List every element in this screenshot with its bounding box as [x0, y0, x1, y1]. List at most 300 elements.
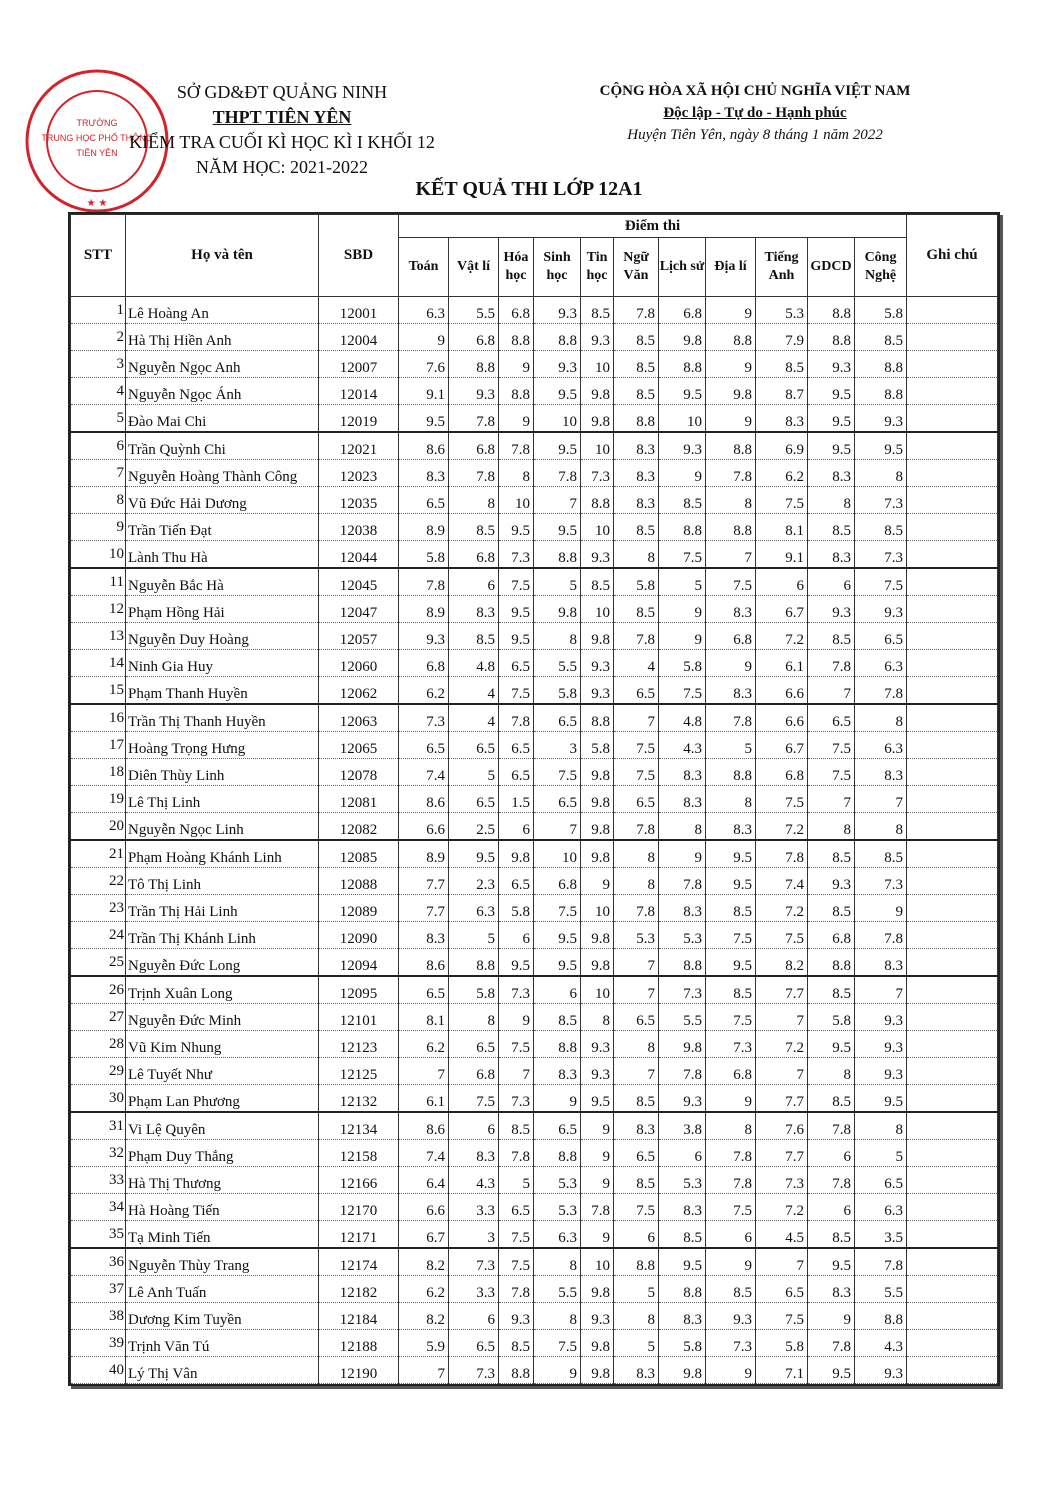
cell-note [907, 1221, 998, 1249]
cell-sbd: 12095 [319, 976, 399, 1004]
cell-note [907, 813, 998, 841]
cell-score: 6 [499, 813, 534, 841]
cell-score: 9.3 [855, 405, 907, 433]
cell-score: 7 [534, 813, 581, 841]
cell-score: 9.8 [659, 1357, 706, 1384]
cell-stt: 23 [71, 895, 126, 922]
cell-note [907, 922, 998, 949]
cell-name: Hà Thị Hiền Anh [126, 324, 319, 351]
cell-score: 9.3 [808, 351, 855, 378]
cell-score: 8.5 [614, 351, 659, 378]
cell-sbd: 12170 [319, 1194, 399, 1221]
cell-score: 2.5 [449, 813, 499, 841]
cell-sbd: 12101 [319, 1004, 399, 1031]
cell-score: 7.8 [706, 460, 756, 487]
cell-name: Phạm Hoàng Khánh Linh [126, 840, 319, 868]
cell-sbd: 12044 [319, 541, 399, 569]
cell-score: 6.5 [499, 1194, 534, 1221]
cell-score: 7.8 [808, 650, 855, 677]
cell-score: 8.8 [808, 297, 855, 324]
cell-score: 6 [534, 976, 581, 1004]
cell-score: 9.5 [499, 623, 534, 650]
cell-note [907, 732, 998, 759]
cell-sbd: 12014 [319, 378, 399, 405]
table-row [71, 949, 998, 977]
cell-score: 6 [659, 1140, 706, 1167]
cell-score: 8.5 [808, 623, 855, 650]
cell-score: 8.3 [449, 596, 499, 623]
cell-sbd: 12045 [319, 568, 399, 596]
cell-name: Trần Thị Hải Linh [126, 895, 319, 922]
cell-score: 8.8 [706, 759, 756, 786]
cell-score: 7.7 [756, 1085, 808, 1113]
cell-score: 8.5 [659, 487, 706, 514]
cell-score: 6 [449, 1112, 499, 1140]
cell-score: 4 [614, 650, 659, 677]
cell-score: 7.8 [855, 1248, 907, 1276]
cell-score: 8.3 [756, 405, 808, 433]
cell-score: 7.1 [756, 1357, 808, 1384]
table-row [71, 1194, 998, 1221]
cell-score: 10 [581, 895, 614, 922]
cell-score: 4.8 [449, 650, 499, 677]
table-row [71, 596, 998, 623]
cell-stt: 11 [71, 568, 126, 596]
cell-score: 8.3 [659, 895, 706, 922]
cell-score: 9.5 [534, 378, 581, 405]
cell-score: 8.8 [534, 1031, 581, 1058]
cell-score: 9 [499, 405, 534, 433]
cell-score: 2.3 [449, 868, 499, 895]
cell-score: 6.5 [399, 487, 449, 514]
cell-score: 5.8 [581, 732, 614, 759]
cell-score: 8 [855, 704, 907, 732]
cell-score: 9.8 [581, 1357, 614, 1384]
cell-score: 7.3 [706, 1031, 756, 1058]
cell-score: 4.5 [756, 1221, 808, 1249]
cell-score: 10 [499, 487, 534, 514]
cell-name: Lý Thị Vân [126, 1357, 319, 1384]
cell-score: 5.3 [659, 922, 706, 949]
cell-name: Lê Thị Linh [126, 786, 319, 813]
cell-score: 8.3 [855, 759, 907, 786]
cell-score: 8.5 [808, 976, 855, 1004]
cell-score: 8.5 [706, 895, 756, 922]
table-row [71, 297, 998, 324]
cell-score: 8 [614, 840, 659, 868]
cell-sbd: 12090 [319, 922, 399, 949]
cell-score: 9.5 [499, 949, 534, 977]
cell-score: 9.3 [581, 650, 614, 677]
cell-score: 6.4 [399, 1167, 449, 1194]
cell-score: 6.8 [659, 297, 706, 324]
cell-score: 8.6 [399, 786, 449, 813]
cell-score: 9 [399, 324, 449, 351]
cell-score: 9.3 [855, 596, 907, 623]
cell-score: 5.8 [855, 297, 907, 324]
cell-stt: 6 [71, 432, 126, 460]
cell-name: Phạm Lan Phương [126, 1085, 319, 1113]
cell-score: 5 [614, 1276, 659, 1303]
cell-stt: 5 [71, 405, 126, 433]
cell-score: 8.1 [756, 514, 808, 541]
cell-score: 9.5 [581, 1085, 614, 1113]
cell-score: 5 [534, 568, 581, 596]
table-row [71, 922, 998, 949]
cell-score: 8.2 [399, 1303, 449, 1330]
cell-score: 9.3 [855, 1058, 907, 1085]
cell-score: 9.5 [706, 868, 756, 895]
cell-sbd: 12184 [319, 1303, 399, 1330]
cell-score: 9.5 [534, 922, 581, 949]
cell-name: Tô Thị Linh [126, 868, 319, 895]
cell-score: 6.6 [399, 813, 449, 841]
cell-score: 7.8 [499, 1140, 534, 1167]
cell-name: Nguyễn Đức Long [126, 949, 319, 977]
table-row [71, 1140, 998, 1167]
cell-sbd: 12089 [319, 895, 399, 922]
cell-score: 8.3 [614, 1112, 659, 1140]
cell-stt: 8 [71, 487, 126, 514]
cell-score: 7.2 [756, 1194, 808, 1221]
cell-score: 6.3 [855, 1194, 907, 1221]
cell-score: 7.8 [614, 623, 659, 650]
cell-score: 7.8 [706, 704, 756, 732]
cell-score: 8.5 [855, 840, 907, 868]
cell-note [907, 432, 998, 460]
cell-name: Trần Tiến Đạt [126, 514, 319, 541]
cell-score: 6.3 [855, 650, 907, 677]
cell-score: 7.3 [581, 460, 614, 487]
cell-score: 5.3 [534, 1167, 581, 1194]
cell-score: 7 [614, 704, 659, 732]
cell-score: 8.5 [534, 1004, 581, 1031]
cell-score: 8 [706, 786, 756, 813]
cell-score: 6 [706, 1221, 756, 1249]
cell-score: 9.3 [581, 1058, 614, 1085]
cell-stt: 31 [71, 1112, 126, 1140]
cell-note [907, 1167, 998, 1194]
cell-score: 6.5 [614, 1004, 659, 1031]
col-scores: Điểm thi [399, 215, 907, 238]
cell-sbd: 12004 [319, 324, 399, 351]
cell-score: 6.5 [449, 786, 499, 813]
cell-score: 8.5 [581, 568, 614, 596]
cell-score: 7.5 [534, 1330, 581, 1357]
table-row [71, 1112, 998, 1140]
cell-score: 9.3 [706, 1303, 756, 1330]
cell-score: 4.3 [449, 1167, 499, 1194]
right-header [560, 80, 950, 146]
cell-score: 5.3 [614, 922, 659, 949]
cell-score: 7.5 [659, 541, 706, 569]
school-name: THPT TIÊN YÊN [212, 107, 352, 127]
cell-score: 3.3 [449, 1194, 499, 1221]
col-stt: STT [71, 215, 126, 297]
cell-score: 9.5 [808, 1031, 855, 1058]
cell-score: 8.5 [808, 514, 855, 541]
cell-sbd: 12023 [319, 460, 399, 487]
cell-stt: 13 [71, 623, 126, 650]
cell-score: 6.5 [399, 976, 449, 1004]
cell-score: 6.2 [399, 1031, 449, 1058]
cell-score: 9 [706, 1248, 756, 1276]
cell-score: 8 [449, 1004, 499, 1031]
motto: Độc lập - Tự do - Hạnh phúc [663, 105, 847, 121]
cell-score: 6.8 [756, 759, 808, 786]
table-row [71, 405, 998, 433]
cell-sbd: 12019 [319, 405, 399, 433]
cell-score: 5 [706, 732, 756, 759]
col-subject: Tin học [581, 238, 614, 297]
table-row [71, 759, 998, 786]
cell-score: 5.8 [659, 1330, 706, 1357]
table-row [71, 677, 998, 705]
cell-score: 8.3 [659, 1194, 706, 1221]
cell-note [907, 677, 998, 705]
cell-score: 8.5 [706, 976, 756, 1004]
cell-score: 6.5 [499, 759, 534, 786]
cell-score: 7.3 [449, 1357, 499, 1384]
cell-score: 8.5 [614, 1085, 659, 1113]
cell-name: Lê Tuyết Như [126, 1058, 319, 1085]
cell-score: 8.5 [614, 596, 659, 623]
cell-score: 8.5 [499, 1112, 534, 1140]
cell-sbd: 12007 [319, 351, 399, 378]
cell-score: 4 [449, 704, 499, 732]
cell-score: 5 [659, 568, 706, 596]
cell-score: 7 [756, 1248, 808, 1276]
cell-score: 6.8 [449, 541, 499, 569]
cell-score: 6.7 [756, 732, 808, 759]
cell-score: 5.3 [659, 1167, 706, 1194]
cell-stt: 27 [71, 1004, 126, 1031]
cell-score: 7.5 [499, 568, 534, 596]
cell-note [907, 1004, 998, 1031]
cell-sbd: 12125 [319, 1058, 399, 1085]
cell-score: 6 [808, 1140, 855, 1167]
cell-score: 9.3 [581, 1303, 614, 1330]
cell-score: 9.3 [659, 432, 706, 460]
cell-note [907, 1248, 998, 1276]
cell-score: 8.8 [499, 324, 534, 351]
cell-score: 8.8 [855, 378, 907, 405]
cell-name: Vũ Kim Nhung [126, 1031, 319, 1058]
cell-score: 9.5 [534, 432, 581, 460]
cell-score: 7.5 [808, 759, 855, 786]
cell-score: 9 [706, 1085, 756, 1113]
cell-score: 8.3 [808, 1276, 855, 1303]
cell-score: 10 [581, 514, 614, 541]
cell-sbd: 12057 [319, 623, 399, 650]
cell-score: 6.8 [706, 1058, 756, 1085]
cell-score: 7.3 [855, 487, 907, 514]
cell-score: 6 [756, 568, 808, 596]
cell-stt: 19 [71, 786, 126, 813]
table-row [71, 1248, 998, 1276]
cell-sbd: 12123 [319, 1031, 399, 1058]
cell-name: Phạm Duy Thắng [126, 1140, 319, 1167]
cell-name: Hà Thị Thương [126, 1167, 319, 1194]
cell-score: 6.2 [756, 460, 808, 487]
cell-score: 3.3 [449, 1276, 499, 1303]
cell-name: Nguyễn Ngọc Anh [126, 351, 319, 378]
cell-score: 8 [614, 541, 659, 569]
cell-score: 7.6 [399, 351, 449, 378]
cell-stt: 39 [71, 1330, 126, 1357]
cell-score: 9.5 [534, 514, 581, 541]
cell-stt: 25 [71, 949, 126, 977]
cell-score: 6.7 [399, 1221, 449, 1249]
table-row [71, 868, 998, 895]
cell-score: 7.3 [706, 1330, 756, 1357]
cell-score: 9.3 [855, 1357, 907, 1384]
cell-score: 7.8 [855, 677, 907, 705]
cell-score: 5.3 [534, 1194, 581, 1221]
cell-score: 7.8 [808, 1330, 855, 1357]
cell-score: 7.8 [706, 1167, 756, 1194]
cell-score: 9.8 [581, 813, 614, 841]
cell-score: 6.9 [756, 432, 808, 460]
cell-note [907, 297, 998, 324]
cell-score: 7.8 [614, 895, 659, 922]
table-row [71, 840, 998, 868]
cell-score: 8.3 [659, 786, 706, 813]
cell-score: 8 [808, 1058, 855, 1085]
cell-name: Nguyễn Duy Hoàng [126, 623, 319, 650]
department: SỞ GD&ĐT QUẢNG NINH [176, 82, 388, 102]
cell-score: 8 [534, 1248, 581, 1276]
cell-score: 6.5 [499, 732, 534, 759]
cell-score: 6 [614, 1221, 659, 1249]
cell-stt: 33 [71, 1167, 126, 1194]
cell-note [907, 568, 998, 596]
cell-score: 6.5 [855, 623, 907, 650]
cell-name: Hà Hoàng Tiến [126, 1194, 319, 1221]
cell-sbd: 12171 [319, 1221, 399, 1249]
cell-score: 6.8 [534, 868, 581, 895]
cell-name: Phạm Hồng Hải [126, 596, 319, 623]
cell-score: 5.8 [399, 541, 449, 569]
cell-score: 6.5 [614, 677, 659, 705]
cell-score: 6.5 [808, 704, 855, 732]
cell-score: 8 [499, 460, 534, 487]
cell-score: 8.6 [399, 1112, 449, 1140]
cell-stt: 1 [71, 297, 126, 324]
cell-score: 6 [499, 922, 534, 949]
cell-sbd: 12182 [319, 1276, 399, 1303]
cell-score: 6.8 [499, 297, 534, 324]
cell-score: 9 [581, 1140, 614, 1167]
cell-score: 7.3 [449, 1248, 499, 1276]
cell-score: 6.5 [449, 732, 499, 759]
cell-score: 9.5 [808, 1357, 855, 1384]
cell-score: 8 [855, 813, 907, 841]
cell-score: 9 [534, 1357, 581, 1384]
cell-score: 7.5 [756, 487, 808, 514]
cell-score: 1.5 [499, 786, 534, 813]
cell-score: 9.5 [534, 949, 581, 977]
cell-score: 9 [499, 1004, 534, 1031]
cell-score: 7.3 [855, 541, 907, 569]
cell-score: 8.5 [808, 1221, 855, 1249]
cell-score: 7.5 [756, 786, 808, 813]
cell-note [907, 1276, 998, 1303]
cell-score: 8.5 [614, 514, 659, 541]
table-row [71, 568, 998, 596]
cell-name: Nguyễn Ngọc Ánh [126, 378, 319, 405]
cell-stt: 17 [71, 732, 126, 759]
cell-score: 7.5 [499, 1221, 534, 1249]
cell-score: 3.5 [855, 1221, 907, 1249]
table-row [71, 1330, 998, 1357]
table-row [71, 541, 998, 569]
cell-score: 7.6 [756, 1112, 808, 1140]
cell-score: 9.3 [534, 351, 581, 378]
cell-score: 8.8 [706, 514, 756, 541]
cell-score: 9.3 [581, 677, 614, 705]
cell-score: 6.8 [449, 1058, 499, 1085]
cell-score: 9 [706, 1357, 756, 1384]
cell-score: 7.4 [399, 759, 449, 786]
cell-score: 8 [808, 487, 855, 514]
cell-score: 3 [534, 732, 581, 759]
cell-score: 8.3 [808, 541, 855, 569]
cell-score: 8.3 [614, 460, 659, 487]
col-subject: Tiếng Anh [756, 238, 808, 297]
cell-score: 9.3 [581, 1031, 614, 1058]
cell-score: 8 [706, 1112, 756, 1140]
cell-score: 8.3 [614, 432, 659, 460]
cell-sbd: 12190 [319, 1357, 399, 1384]
cell-score: 7.8 [499, 1276, 534, 1303]
cell-score: 5.8 [659, 650, 706, 677]
cell-sbd: 12081 [319, 786, 399, 813]
cell-score: 9.3 [581, 541, 614, 569]
cell-score: 8.8 [614, 405, 659, 433]
cell-score: 9.5 [855, 1085, 907, 1113]
cell-note [907, 1058, 998, 1085]
table-row [71, 976, 998, 1004]
cell-score: 8.8 [534, 541, 581, 569]
cell-note [907, 1031, 998, 1058]
cell-score: 6.7 [756, 596, 808, 623]
cell-score: 6 [449, 1303, 499, 1330]
cell-score: 10 [581, 976, 614, 1004]
cell-score: 8.8 [581, 487, 614, 514]
cell-score: 8.5 [808, 895, 855, 922]
cell-score: 9.5 [706, 840, 756, 868]
cell-name: Dương Kim Tuyền [126, 1303, 319, 1330]
cell-score: 7 [808, 677, 855, 705]
cell-score: 7.3 [855, 868, 907, 895]
cell-score: 9.8 [534, 596, 581, 623]
cell-score: 7.5 [855, 568, 907, 596]
cell-note [907, 460, 998, 487]
col-subject: GDCD [808, 238, 855, 297]
cell-score: 7.7 [756, 976, 808, 1004]
cell-note [907, 1112, 998, 1140]
cell-score: 8.8 [659, 514, 706, 541]
cell-stt: 24 [71, 922, 126, 949]
cell-score: 8.6 [399, 949, 449, 977]
cell-note [907, 1085, 998, 1113]
cell-note [907, 324, 998, 351]
cell-score: 9.5 [449, 840, 499, 868]
cell-score: 6.8 [449, 432, 499, 460]
cell-score: 9 [706, 351, 756, 378]
cell-score: 6.5 [499, 868, 534, 895]
